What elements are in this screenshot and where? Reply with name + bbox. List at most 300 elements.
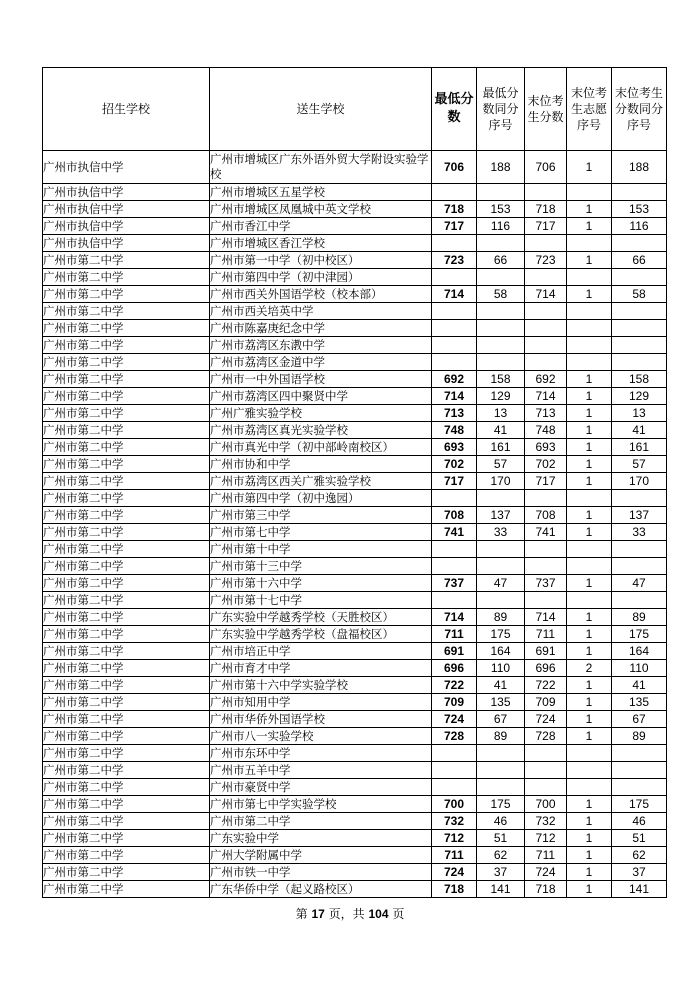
cell-sender: 广州市第一中学（初中校区） [210, 252, 432, 269]
cell-school: 广州市第二中学 [43, 541, 210, 558]
cell-sender: 广州市西关培英中学 [210, 303, 432, 320]
cell-school: 广州市执信中学 [43, 218, 210, 235]
cell-last-rank [612, 337, 667, 354]
table-row [43, 796, 667, 813]
cell-sender: 广州市增城区香江学校 [210, 235, 432, 252]
cell-min-score: 722 [432, 677, 477, 694]
cell-last-rank [612, 235, 667, 252]
cell-sender: 广州市第四中学（初中逸园） [210, 490, 432, 507]
cell-last-rank: 141 [612, 881, 667, 898]
cell-last-score [525, 490, 567, 507]
cell-last-rank [612, 184, 667, 201]
cell-last-pref [567, 762, 612, 779]
cell-sender: 广州市第四中学（初中津园） [210, 269, 432, 286]
cell-sender: 广州市真光中学（初中部岭南校区） [210, 439, 432, 456]
cell-sender: 广州市五羊中学 [210, 762, 432, 779]
header-last-rank: 末位考生分数同分序号 [612, 68, 667, 151]
table-row [43, 779, 667, 796]
cell-min-score: 737 [432, 575, 477, 592]
cell-sender: 广州市培正中学 [210, 643, 432, 660]
cell-min-rank: 13 [477, 405, 525, 422]
cell-min-rank [477, 184, 525, 201]
cell-last-score [525, 184, 567, 201]
table-row [43, 541, 667, 558]
cell-min-rank: 41 [477, 422, 525, 439]
cell-last-score: 693 [525, 439, 567, 456]
cell-school: 广州市执信中学 [43, 201, 210, 218]
cell-min-rank: 141 [477, 881, 525, 898]
cell-last-rank: 58 [612, 286, 667, 303]
cell-school: 广州市第二中学 [43, 864, 210, 881]
table-row [43, 762, 667, 779]
cell-min-score: 717 [432, 473, 477, 490]
table-row [43, 745, 667, 762]
cell-min-score [432, 745, 477, 762]
cell-last-rank: 170 [612, 473, 667, 490]
footer-prefix: 第 [295, 907, 308, 921]
cell-school: 广州市第二中学 [43, 881, 210, 898]
cell-sender: 广州市第三中学 [210, 507, 432, 524]
cell-school: 广州市第二中学 [43, 490, 210, 507]
cell-sender: 广东实验中学越秀学校（盘福校区） [210, 626, 432, 643]
cell-last-score: 741 [525, 524, 567, 541]
table-row [43, 252, 667, 269]
cell-min-rank: 135 [477, 694, 525, 711]
cell-last-pref: 1 [567, 151, 612, 184]
cell-min-rank: 89 [477, 728, 525, 745]
cell-min-score: 724 [432, 711, 477, 728]
cell-last-score: 711 [525, 847, 567, 864]
cell-school: 广州市第二中学 [43, 558, 210, 575]
cell-last-score [525, 762, 567, 779]
cell-last-pref: 1 [567, 847, 612, 864]
cell-last-pref: 1 [567, 711, 612, 728]
cell-last-pref: 1 [567, 677, 612, 694]
cell-school: 广州市第二中学 [43, 643, 210, 660]
cell-last-pref: 1 [567, 881, 612, 898]
cell-sender: 广州市荔湾区东漖中学 [210, 337, 432, 354]
cell-last-rank: 135 [612, 694, 667, 711]
cell-last-rank: 33 [612, 524, 667, 541]
cell-last-rank: 137 [612, 507, 667, 524]
table-row [43, 371, 667, 388]
cell-school: 广州市第二中学 [43, 830, 210, 847]
cell-last-pref: 1 [567, 388, 612, 405]
cell-sender: 广州市西关外国语学校（校本部） [210, 286, 432, 303]
header-min-score: 最低分数 [432, 68, 477, 151]
cell-min-rank [477, 490, 525, 507]
cell-last-pref [567, 745, 612, 762]
cell-last-score: 718 [525, 201, 567, 218]
cell-min-rank: 47 [477, 575, 525, 592]
cell-school: 广州市第二中学 [43, 269, 210, 286]
cell-last-score: 732 [525, 813, 567, 830]
cell-sender: 广东实验中学越秀学校（天胜校区） [210, 609, 432, 626]
cell-min-score [432, 269, 477, 286]
cell-min-rank [477, 558, 525, 575]
cell-last-rank: 37 [612, 864, 667, 881]
cell-min-rank: 137 [477, 507, 525, 524]
table-row [43, 422, 667, 439]
header-sender: 送生学校 [210, 68, 432, 151]
cell-school: 广州市第二中学 [43, 252, 210, 269]
cell-school: 广州市第二中学 [43, 405, 210, 422]
cell-last-score [525, 320, 567, 337]
table-row [43, 626, 667, 643]
header-last-score: 末位考生分数 [525, 68, 567, 151]
cell-min-score: 692 [432, 371, 477, 388]
table-row [43, 151, 667, 184]
cell-min-score [432, 490, 477, 507]
cell-last-rank [612, 592, 667, 609]
cell-min-rank [477, 745, 525, 762]
cell-min-rank [477, 320, 525, 337]
cell-last-pref: 1 [567, 507, 612, 524]
cell-last-pref [567, 337, 612, 354]
cell-min-score: 728 [432, 728, 477, 745]
cell-last-score: 696 [525, 660, 567, 677]
table-row [43, 337, 667, 354]
table-row [43, 881, 667, 898]
cell-min-score: 713 [432, 405, 477, 422]
table-row [43, 235, 667, 252]
cell-last-rank [612, 558, 667, 575]
cell-school: 广州市第二中学 [43, 592, 210, 609]
cell-school: 广州市执信中学 [43, 184, 210, 201]
cell-school: 广州市第二中学 [43, 609, 210, 626]
cell-last-score: 723 [525, 252, 567, 269]
cell-last-pref [567, 490, 612, 507]
cell-sender: 广东华侨中学（起义路校区） [210, 881, 432, 898]
cell-sender: 广州市知用中学 [210, 694, 432, 711]
cell-school: 广州市第二中学 [43, 320, 210, 337]
footer-middle: 页，共 [328, 907, 365, 921]
cell-last-pref: 1 [567, 286, 612, 303]
cell-sender: 广州市第十六中学 [210, 575, 432, 592]
cell-school: 广州市第二中学 [43, 745, 210, 762]
table-row [43, 269, 667, 286]
cell-last-pref [567, 235, 612, 252]
cell-sender: 广州市荔湾区西关广雅实验学校 [210, 473, 432, 490]
cell-min-score: 714 [432, 388, 477, 405]
cell-min-rank [477, 592, 525, 609]
cell-school: 广州市第二中学 [43, 439, 210, 456]
cell-last-pref: 1 [567, 456, 612, 473]
cell-sender: 广州市八一实验学校 [210, 728, 432, 745]
cell-min-rank: 58 [477, 286, 525, 303]
cell-last-pref: 1 [567, 218, 612, 235]
cell-last-pref: 1 [567, 694, 612, 711]
cell-min-score: 702 [432, 456, 477, 473]
cell-school: 广州市第二中学 [43, 677, 210, 694]
cell-last-pref: 1 [567, 609, 612, 626]
cell-school: 广州市第二中学 [43, 626, 210, 643]
cell-min-score: 711 [432, 626, 477, 643]
cell-last-score: 724 [525, 711, 567, 728]
table-row [43, 201, 667, 218]
footer-suffix: 页 [392, 907, 405, 921]
cell-last-pref: 1 [567, 813, 612, 830]
cell-min-score: 741 [432, 524, 477, 541]
table-row [43, 320, 667, 337]
cell-last-score: 692 [525, 371, 567, 388]
cell-last-pref: 1 [567, 439, 612, 456]
cell-sender: 广州市协和中学 [210, 456, 432, 473]
cell-last-rank [612, 541, 667, 558]
cell-school: 广州市第二中学 [43, 507, 210, 524]
cell-min-rank: 161 [477, 439, 525, 456]
table-row [43, 660, 667, 677]
cell-last-rank: 175 [612, 626, 667, 643]
cell-last-pref: 1 [567, 422, 612, 439]
cell-school: 广州市第二中学 [43, 694, 210, 711]
cell-school: 广州市第二中学 [43, 847, 210, 864]
cell-min-score [432, 592, 477, 609]
cell-min-score: 714 [432, 609, 477, 626]
table-row [43, 405, 667, 422]
cell-school: 广州市第二中学 [43, 337, 210, 354]
cell-last-score: 709 [525, 694, 567, 711]
cell-last-score [525, 592, 567, 609]
cell-last-score: 724 [525, 864, 567, 881]
cell-sender: 广州市第十七中学 [210, 592, 432, 609]
cell-min-score: 693 [432, 439, 477, 456]
cell-last-pref [567, 184, 612, 201]
cell-min-rank [477, 354, 525, 371]
table-row [43, 728, 667, 745]
cell-min-rank: 62 [477, 847, 525, 864]
cell-min-score: 711 [432, 847, 477, 864]
cell-last-rank [612, 745, 667, 762]
cell-last-rank: 41 [612, 677, 667, 694]
cell-min-rank [477, 337, 525, 354]
cell-last-score: 718 [525, 881, 567, 898]
cell-sender: 广州广雅实验学校 [210, 405, 432, 422]
cell-min-score: 714 [432, 286, 477, 303]
cell-school: 广州市执信中学 [43, 151, 210, 184]
cell-sender: 广州市一中外国语学校 [210, 371, 432, 388]
cell-last-score: 748 [525, 422, 567, 439]
cell-last-score: 713 [525, 405, 567, 422]
cell-last-pref: 1 [567, 626, 612, 643]
cell-min-rank: 116 [477, 218, 525, 235]
cell-min-score [432, 779, 477, 796]
cell-min-score: 724 [432, 864, 477, 881]
table-row [43, 813, 667, 830]
table-row [43, 388, 667, 405]
table-row [43, 575, 667, 592]
cell-sender: 广州市华侨外国语学校 [210, 711, 432, 728]
table-row [43, 507, 667, 524]
cell-min-score: 718 [432, 881, 477, 898]
cell-last-rank: 66 [612, 252, 667, 269]
cell-school: 广州市第二中学 [43, 813, 210, 830]
cell-school: 广州市第二中学 [43, 711, 210, 728]
cell-last-score [525, 354, 567, 371]
table-row [43, 558, 667, 575]
cell-sender: 广州市第七中学 [210, 524, 432, 541]
table-row [43, 184, 667, 201]
cell-last-pref: 1 [567, 201, 612, 218]
cell-last-score: 700 [525, 796, 567, 813]
cell-sender: 广州市荔湾区金道中学 [210, 354, 432, 371]
table-row [43, 694, 667, 711]
cell-min-rank: 57 [477, 456, 525, 473]
cell-min-score: 706 [432, 151, 477, 184]
header-school: 招生学校 [43, 68, 210, 151]
table-row [43, 490, 667, 507]
cell-last-score: 728 [525, 728, 567, 745]
cell-last-rank [612, 303, 667, 320]
cell-min-rank: 129 [477, 388, 525, 405]
cell-school: 广州市执信中学 [43, 235, 210, 252]
cell-min-rank [477, 779, 525, 796]
cell-last-rank [612, 354, 667, 371]
cell-last-pref: 1 [567, 830, 612, 847]
cell-last-rank: 164 [612, 643, 667, 660]
cell-last-pref: 1 [567, 864, 612, 881]
cell-last-rank: 13 [612, 405, 667, 422]
cell-min-rank [477, 762, 525, 779]
cell-sender: 广州市荔湾区真光实验学校 [210, 422, 432, 439]
cell-min-rank: 153 [477, 201, 525, 218]
cell-last-score: 722 [525, 677, 567, 694]
table-row [43, 609, 667, 626]
cell-last-rank: 116 [612, 218, 667, 235]
cell-min-rank: 158 [477, 371, 525, 388]
cell-last-rank [612, 779, 667, 796]
cell-last-pref: 1 [567, 643, 612, 660]
cell-min-rank: 89 [477, 609, 525, 626]
table-row [43, 439, 667, 456]
table-row [43, 354, 667, 371]
table-row [43, 303, 667, 320]
cell-last-score [525, 235, 567, 252]
cell-last-score [525, 745, 567, 762]
cell-last-rank: 41 [612, 422, 667, 439]
cell-sender: 广州市东环中学 [210, 745, 432, 762]
cell-last-score [525, 541, 567, 558]
cell-min-score [432, 184, 477, 201]
header-min-rank: 最低分数同分序号 [477, 68, 525, 151]
cell-min-rank: 164 [477, 643, 525, 660]
cell-last-pref [567, 354, 612, 371]
table-row [43, 524, 667, 541]
cell-min-rank: 66 [477, 252, 525, 269]
table-row [43, 864, 667, 881]
table-row [43, 677, 667, 694]
cell-last-pref [567, 541, 612, 558]
cell-min-score [432, 762, 477, 779]
cell-min-score: 718 [432, 201, 477, 218]
cell-last-rank: 89 [612, 728, 667, 745]
cell-min-rank: 175 [477, 796, 525, 813]
cell-last-score: 706 [525, 151, 567, 184]
cell-last-score: 714 [525, 609, 567, 626]
cell-min-score: 696 [432, 660, 477, 677]
cell-sender: 广州市陈嘉庚纪念中学 [210, 320, 432, 337]
cell-sender: 广州市豪贤中学 [210, 779, 432, 796]
cell-min-score [432, 303, 477, 320]
cell-last-rank [612, 762, 667, 779]
cell-sender: 广州市第十三中学 [210, 558, 432, 575]
cell-min-rank: 41 [477, 677, 525, 694]
cell-school: 广州市第二中学 [43, 388, 210, 405]
cell-last-rank: 89 [612, 609, 667, 626]
table-row [43, 592, 667, 609]
cell-last-score [525, 303, 567, 320]
cell-min-score: 709 [432, 694, 477, 711]
table-row [43, 473, 667, 490]
cell-school: 广州市第二中学 [43, 456, 210, 473]
cell-last-rank: 47 [612, 575, 667, 592]
cell-min-score: 748 [432, 422, 477, 439]
cell-min-score: 691 [432, 643, 477, 660]
cell-school: 广州市第二中学 [43, 762, 210, 779]
cell-min-score: 708 [432, 507, 477, 524]
cell-last-score [525, 337, 567, 354]
table-row [43, 286, 667, 303]
cell-sender: 广州市第二中学 [210, 813, 432, 830]
cell-school: 广州市第二中学 [43, 779, 210, 796]
cell-min-rank: 110 [477, 660, 525, 677]
cell-min-score [432, 337, 477, 354]
cell-min-rank: 37 [477, 864, 525, 881]
cell-school: 广州市第二中学 [43, 728, 210, 745]
cell-min-rank: 188 [477, 151, 525, 184]
cell-last-pref: 1 [567, 796, 612, 813]
cell-last-pref [567, 592, 612, 609]
table-row [43, 830, 667, 847]
cell-last-pref: 1 [567, 575, 612, 592]
cell-last-rank: 51 [612, 830, 667, 847]
cell-last-rank: 110 [612, 660, 667, 677]
cell-last-score: 711 [525, 626, 567, 643]
cell-last-pref [567, 779, 612, 796]
cell-last-rank: 153 [612, 201, 667, 218]
admission-table [42, 67, 667, 898]
cell-last-pref: 1 [567, 524, 612, 541]
cell-last-score: 714 [525, 388, 567, 405]
cell-min-rank [477, 235, 525, 252]
cell-last-pref: 1 [567, 405, 612, 422]
cell-sender: 广州市荔湾区四中聚贤中学 [210, 388, 432, 405]
cell-min-rank: 33 [477, 524, 525, 541]
cell-min-rank: 170 [477, 473, 525, 490]
cell-min-score: 717 [432, 218, 477, 235]
cell-sender: 广州市增城区广东外语外贸大学附设实验学校 [210, 151, 432, 184]
cell-last-rank: 175 [612, 796, 667, 813]
cell-last-pref [567, 558, 612, 575]
cell-school: 广州市第二中学 [43, 303, 210, 320]
cell-sender: 广州市增城区五星学校 [210, 184, 432, 201]
cell-sender: 广东实验中学 [210, 830, 432, 847]
cell-min-rank: 175 [477, 626, 525, 643]
cell-school: 广州市第二中学 [43, 473, 210, 490]
cell-min-score [432, 354, 477, 371]
cell-school: 广州市第二中学 [43, 371, 210, 388]
header-row [43, 68, 667, 151]
cell-last-score: 691 [525, 643, 567, 660]
cell-last-rank: 57 [612, 456, 667, 473]
cell-last-score: 712 [525, 830, 567, 847]
cell-last-rank: 161 [612, 439, 667, 456]
cell-last-rank [612, 490, 667, 507]
cell-last-rank: 46 [612, 813, 667, 830]
footer-page-number: 17 [311, 907, 325, 921]
cell-school: 广州市第二中学 [43, 660, 210, 677]
cell-min-score: 712 [432, 830, 477, 847]
